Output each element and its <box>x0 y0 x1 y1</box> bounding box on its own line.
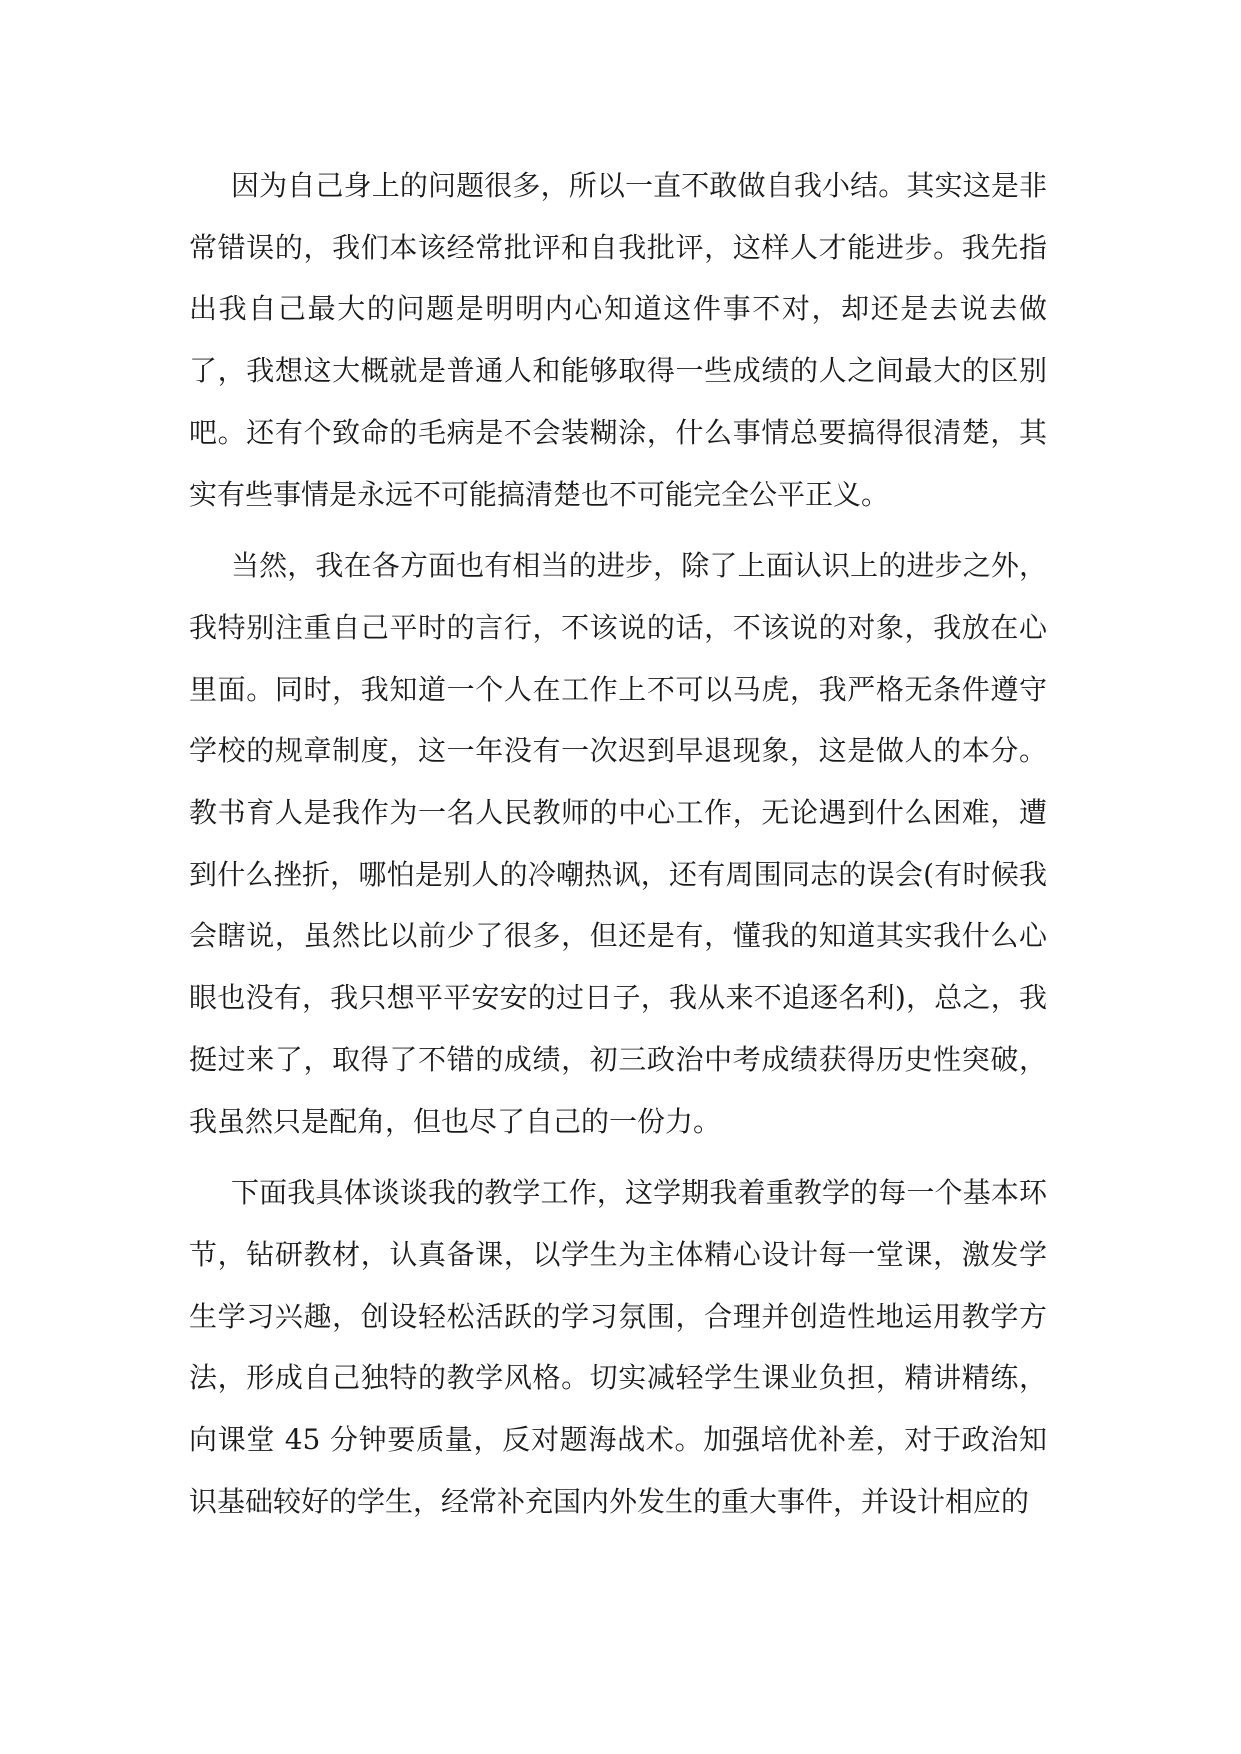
paragraph-self-reflection: 因为自己身上的问题很多，所以一直不敢做自我小结。其实这是非常错误的，我们本该经常批评和自我批评，这样人才能进步。我先指出我自己最大的问题是明明内心知道这件事不对，却还是去说去做了，我想这大概就是普通人和能够取得一些成绩的人之间最大的区别吧。还有个致命的毛病是不会装糊涂，什么事情总要搞得很清楚，其实有些事情是永远不可能搞清楚也不可能完全公平正义。 <box>189 169 1047 511</box>
paragraph-teaching-work: 下面我具体谈谈我的教学工作，这学期我着重教学的每一个基本环节，钻研教材，认真备课，以学生为主体精心设计每一堂课，激发学生学习兴趣，创设轻松活跃的学习氛围，合理并创造性地运用教学方法，形成自己独特的教学风格。切实减轻学生课业负担，精讲精练，向课堂 45 分钟要质量，反对题海战术。加强培优补差，对于政治知识基础较好的学生，经常补充国内外发生的重大事件，并设计相应的 <box>189 1176 1047 1518</box>
paragraph-progress: 当然，我在各方面也有相当的进步，除了上面认识上的进步之外，我特别注重自己平时的言行，不该说的话，不该说的对象，我放在心里面。同时，我知道一个人在工作上不可以马虎，我严格无条件遵守学校的规章制度，这一年没有一次迟到早退现象，这是做人的本分。教书育人是我作为一名人民教师的中心工作，无论遇到什么困难，遭到什么挫折，哪怕是别人的冷嘲热讽，还有周围同志的误会(有时候我会瞎说，虽然比以前少了很多，但还是有，懂我的知道其实我什么心眼也没有，我只想平平安安的过日子，我从来不追逐名利)，总之，我挺过来了，取得了不错的成绩，初三政治中考成绩获得历史性突破，我虽然只是配角，但也尽了自己的一份力。 <box>189 549 1047 1138</box>
document-body <box>189 155 1047 1542</box>
